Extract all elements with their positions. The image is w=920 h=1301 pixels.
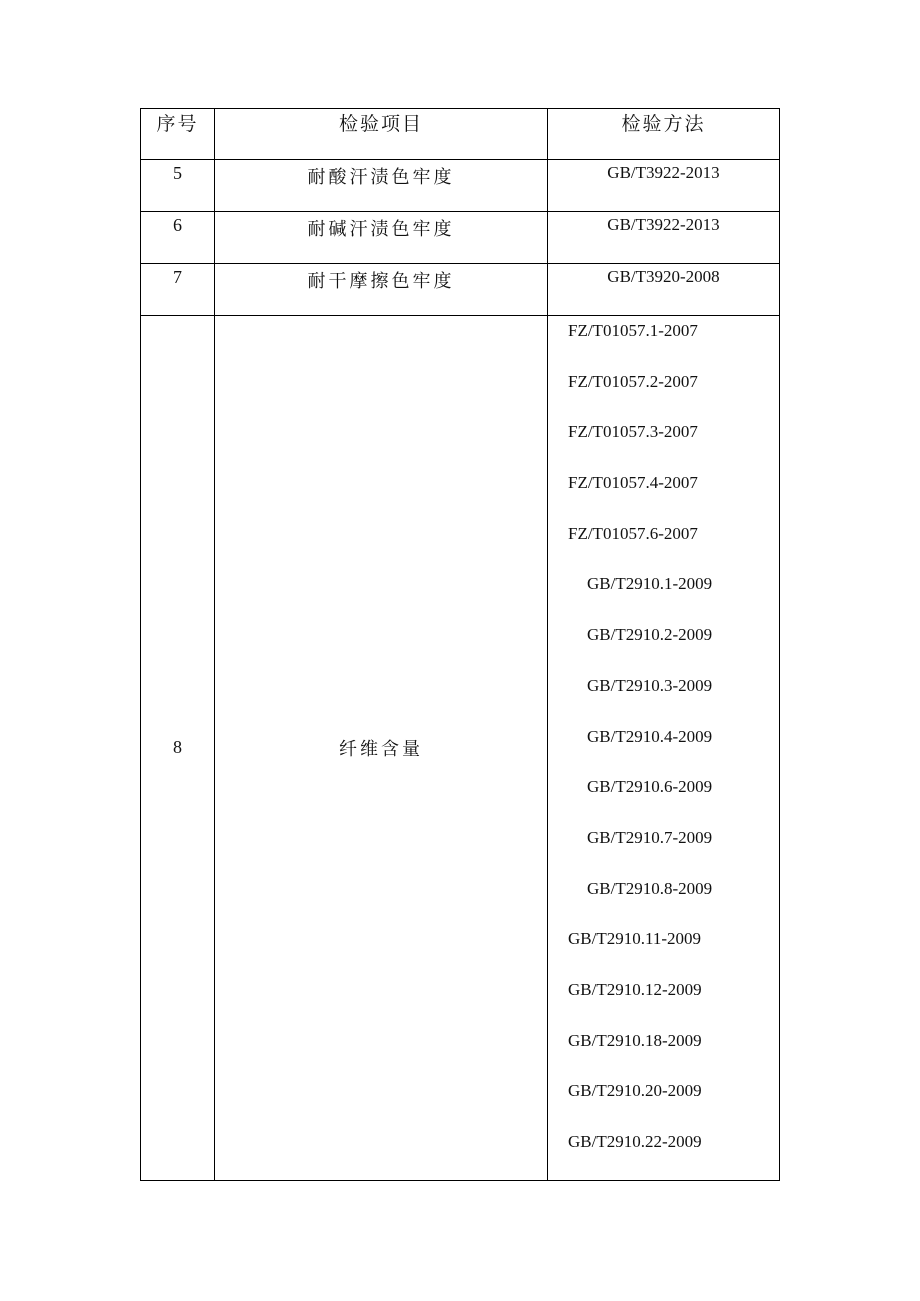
method-item: GB/T2910.3-2009 (587, 675, 713, 695)
row-number: 6 (141, 212, 215, 264)
row-item: 耐干摩擦色牢度 (215, 264, 548, 316)
table-row (141, 160, 780, 212)
method-item: GB/T2910.11-2009 (568, 929, 702, 949)
row-number: 8 (141, 316, 215, 1181)
method-item: FZ/T01057.1-2007 (568, 321, 698, 340)
table-row (141, 264, 780, 316)
method-item: GB/T2910.1-2009 (587, 574, 713, 594)
header-inspection-method: 检验方法 (548, 109, 780, 160)
method-item: FZ/T01057.4-2007 (568, 473, 698, 493)
row-number: 7 (141, 264, 215, 316)
header-serial-number: 序号 (141, 109, 215, 160)
method-item: FZ/T01057.2-2007 (568, 371, 698, 391)
method-item: GB/T2910.7-2009 (587, 827, 713, 847)
method-item: GB/T2910.22-2009 (568, 1132, 702, 1151)
method-item: GB/T2910.18-2009 (568, 1030, 702, 1050)
method-item: FZ/T01057.6-2007 (568, 523, 698, 543)
header-inspection-item: 检验项目 (215, 109, 548, 160)
row-number: 5 (141, 160, 215, 212)
method-item: GB/T2910.8-2009 (587, 878, 713, 898)
table-header-row (141, 109, 780, 160)
table-row-fiber-content (141, 316, 780, 1181)
method-list (548, 318, 779, 1180)
row-method-list-cell (548, 316, 780, 1181)
method-item: FZ/T01057.3-2007 (568, 422, 698, 442)
method-item: GB/T2910.2-2009 (587, 625, 713, 645)
row-item: 耐酸汗渍色牢度 (215, 160, 548, 212)
method-item: GB/T2910.6-2009 (587, 777, 713, 797)
row-item: 耐碱汗渍色牢度 (215, 212, 548, 264)
row-method: GB/T3920-2008 (548, 264, 780, 316)
method-item: GB/T2910.4-2009 (587, 726, 713, 746)
method-item: GB/T2910.12-2009 (568, 979, 702, 999)
row-item: 纤维含量 (215, 316, 548, 1181)
method-item: GB/T2910.20-2009 (568, 1081, 702, 1101)
inspection-table (140, 108, 780, 1181)
table-row (141, 212, 780, 264)
row-method: GB/T3922-2013 (548, 160, 780, 212)
row-method: GB/T3922-2013 (548, 212, 780, 264)
